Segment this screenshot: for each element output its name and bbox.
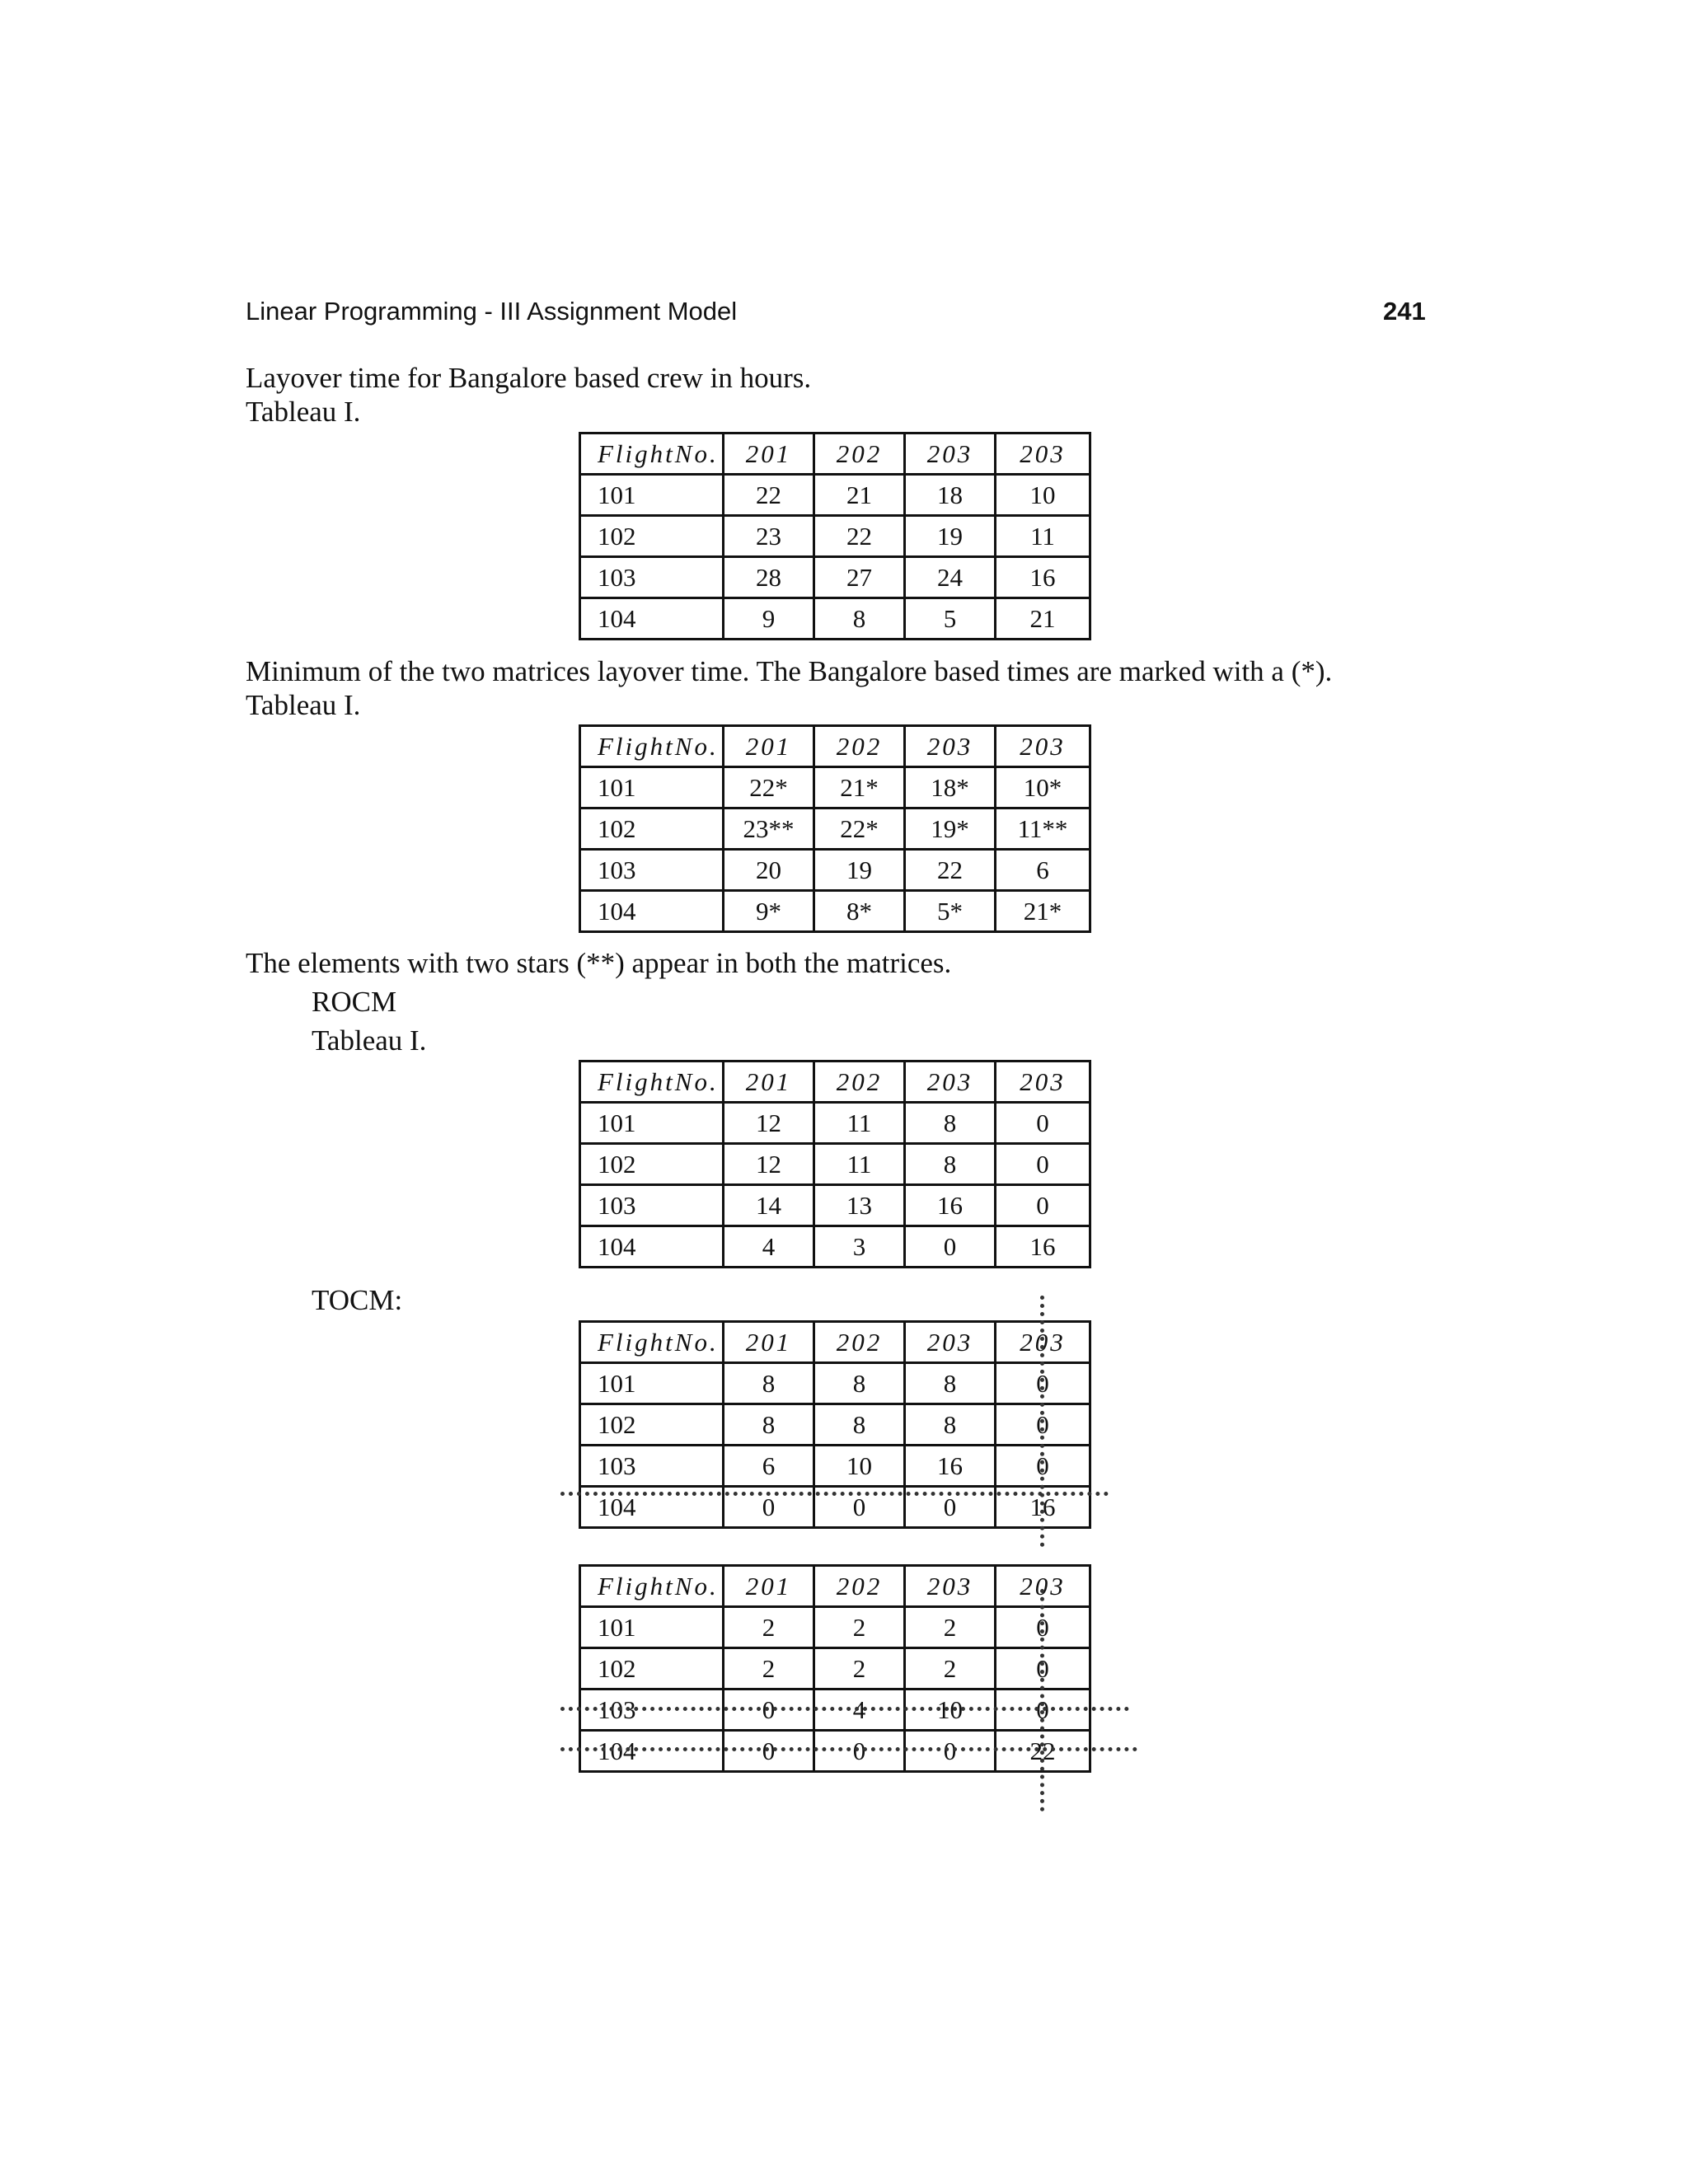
table-cell: 0 [996, 1404, 1090, 1446]
table-cell: 0 [996, 1185, 1090, 1226]
table-cell: 16 [996, 1487, 1090, 1528]
tocm-cover-line-col5 [1040, 1296, 1044, 1547]
row-label: 101 [580, 1103, 724, 1144]
column-header: FlightNo. [580, 726, 724, 767]
table-cell: 0 [905, 1487, 996, 1528]
row-label: 104 [580, 891, 724, 932]
column-header: 201 [724, 1566, 814, 1607]
column-header: 203 [996, 726, 1090, 767]
table-row [580, 891, 1090, 932]
column-header: 201 [724, 1322, 814, 1363]
table-row [580, 850, 1090, 891]
column-header: 202 [814, 1566, 905, 1607]
table-cell: 0 [996, 1363, 1090, 1404]
table-cell: 0 [905, 1731, 996, 1772]
table-cell: 0 [996, 1690, 1090, 1731]
tableau-label-3: Tableau I. [312, 1024, 427, 1057]
table-cell: 13 [814, 1185, 905, 1226]
table-cell: 22 [724, 475, 814, 516]
column-header: 202 [814, 1322, 905, 1363]
row-label: 104 [580, 1487, 724, 1528]
table-cell: 19 [905, 516, 996, 557]
column-header: 203 [905, 726, 996, 767]
table-cell: 5* [905, 891, 996, 932]
table-cell: 8 [905, 1103, 996, 1144]
table-cell: 16 [905, 1185, 996, 1226]
table-row [580, 1648, 1090, 1690]
table-cell: 16 [996, 1226, 1090, 1268]
table-cell: 23 [724, 516, 814, 557]
row-label: 101 [580, 1607, 724, 1648]
row-label: 102 [580, 808, 724, 850]
table-cell: 0 [814, 1487, 905, 1528]
table-row [580, 1144, 1090, 1185]
table-row [580, 1226, 1090, 1268]
table-cell: 16 [996, 557, 1090, 598]
table-cell: 28 [724, 557, 814, 598]
row-label: 103 [580, 1690, 724, 1731]
two-stars-note: The elements with two stars (**) appear in both the matrices. [246, 947, 952, 979]
column-header: FlightNo. [580, 1566, 724, 1607]
table-cell: 0 [724, 1487, 814, 1528]
improved-cover-line-col5 [1040, 1589, 1044, 1811]
table-header-row [580, 726, 1090, 767]
column-header: 203 [996, 434, 1090, 475]
page-number: 241 [1383, 297, 1426, 326]
table-cell: 8 [724, 1404, 814, 1446]
table-cell: 5 [905, 598, 996, 640]
column-header: FlightNo. [580, 1322, 724, 1363]
table-row [580, 1103, 1090, 1144]
table-cell: 2 [814, 1648, 905, 1690]
row-label: 104 [580, 1226, 724, 1268]
table-cell: 4 [724, 1226, 814, 1268]
row-label: 103 [580, 1185, 724, 1226]
table-cell: 22 [996, 1731, 1090, 1772]
table-row [580, 516, 1090, 557]
table-cell: 21 [814, 475, 905, 516]
column-header: 201 [724, 1062, 814, 1103]
tableau-label-2: Tableau I. [246, 689, 361, 721]
table-cell: 22* [724, 767, 814, 808]
table-row [580, 1607, 1090, 1648]
running-title: Linear Programming - III Assignment Model [246, 297, 738, 326]
table-cell: 2 [724, 1607, 814, 1648]
table-cell: 11 [814, 1103, 905, 1144]
row-label: 104 [580, 1731, 724, 1772]
column-header: 202 [814, 1062, 905, 1103]
table-cell: 0 [905, 1226, 996, 1268]
tableau-label-1: Tableau I. [246, 396, 361, 428]
column-header: 201 [724, 726, 814, 767]
row-label: 103 [580, 1446, 724, 1487]
rocm-label: ROCM [312, 986, 397, 1018]
row-label: 102 [580, 1404, 724, 1446]
tocm-cover-line-row4 [560, 1492, 1109, 1496]
row-label: 103 [580, 850, 724, 891]
improved-cover-line-row4 [560, 1747, 1137, 1751]
table-cell: 10 [996, 475, 1090, 516]
table-row [580, 557, 1090, 598]
table-row [580, 767, 1090, 808]
table-cell: 24 [905, 557, 996, 598]
table-cell: 0 [996, 1103, 1090, 1144]
column-header: 202 [814, 726, 905, 767]
column-header: 203 [905, 1566, 996, 1607]
rocm-table [579, 1060, 1091, 1268]
table-cell: 2 [905, 1648, 996, 1690]
table-cell: 11 [996, 516, 1090, 557]
table-cell: 6 [996, 850, 1090, 891]
table-cell: 20 [724, 850, 814, 891]
table-cell: 0 [996, 1446, 1090, 1487]
minimum-matrix-table [579, 724, 1091, 933]
table-cell: 22 [814, 516, 905, 557]
table-cell: 10 [905, 1690, 996, 1731]
table-cell: 21 [996, 598, 1090, 640]
column-header: 201 [724, 434, 814, 475]
row-label: 102 [580, 516, 724, 557]
table-cell: 21* [996, 891, 1090, 932]
table-cell: 0 [724, 1731, 814, 1772]
tocm-table [579, 1320, 1091, 1529]
table-row [580, 1404, 1090, 1446]
table-cell: 11** [996, 808, 1090, 850]
table-cell: 2 [905, 1607, 996, 1648]
column-header: 203 [996, 1566, 1090, 1607]
table-cell: 8 [814, 1363, 905, 1404]
table-cell: 27 [814, 557, 905, 598]
table-row [580, 1363, 1090, 1404]
column-header: 203 [905, 1322, 996, 1363]
table-cell: 18* [905, 767, 996, 808]
table-cell: 14 [724, 1185, 814, 1226]
column-header: FlightNo. [580, 434, 724, 475]
table-cell: 12 [724, 1103, 814, 1144]
row-label: 101 [580, 1363, 724, 1404]
table-cell: 0 [814, 1731, 905, 1772]
improved-cover-line-row3 [560, 1707, 1129, 1711]
table-cell: 10 [814, 1446, 905, 1487]
table-cell: 0 [996, 1648, 1090, 1690]
table-cell: 4 [814, 1690, 905, 1731]
table-cell: 8* [814, 891, 905, 932]
column-header: 203 [905, 434, 996, 475]
table-cell: 22* [814, 808, 905, 850]
table-cell: 19 [814, 850, 905, 891]
layover-table [579, 432, 1091, 640]
table-cell: 2 [724, 1648, 814, 1690]
minimum-note: Minimum of the two matrices layover time. The Bangalore based times are marked with a (*). [246, 655, 1333, 687]
table-cell: 21* [814, 767, 905, 808]
improved-table [579, 1564, 1091, 1773]
column-header: 203 [996, 1062, 1090, 1103]
table-cell: 0 [996, 1144, 1090, 1185]
table-header-row [580, 1322, 1090, 1363]
table-cell: 18 [905, 475, 996, 516]
table-header-row [580, 1566, 1090, 1607]
table-cell: 23** [724, 808, 814, 850]
table-row [580, 1185, 1090, 1226]
table-cell: 8 [905, 1404, 996, 1446]
intro-text: Layover time for Bangalore based crew in hours. [246, 362, 812, 394]
column-header: FlightNo. [580, 1062, 724, 1103]
column-header: 203 [996, 1322, 1090, 1363]
table-cell: 8 [724, 1363, 814, 1404]
table-cell: 2 [814, 1607, 905, 1648]
table-cell: 0 [724, 1690, 814, 1731]
row-label: 101 [580, 767, 724, 808]
table-cell: 10* [996, 767, 1090, 808]
table-row [580, 598, 1090, 640]
table-cell: 11 [814, 1144, 905, 1185]
table-row [580, 475, 1090, 516]
table-cell: 12 [724, 1144, 814, 1185]
row-label: 104 [580, 598, 724, 640]
table-header-row [580, 434, 1090, 475]
tocm-label: TOCM: [312, 1284, 403, 1316]
table-cell: 0 [996, 1607, 1090, 1648]
table-header-row [580, 1062, 1090, 1103]
table-cell: 8 [905, 1363, 996, 1404]
table-row [580, 1446, 1090, 1487]
table-cell: 19* [905, 808, 996, 850]
column-header: 203 [905, 1062, 996, 1103]
column-header: 202 [814, 434, 905, 475]
table-cell: 8 [905, 1144, 996, 1185]
table-cell: 6 [724, 1446, 814, 1487]
table-cell: 8 [814, 598, 905, 640]
row-label: 102 [580, 1648, 724, 1690]
table-cell: 9 [724, 598, 814, 640]
table-cell: 9* [724, 891, 814, 932]
row-label: 102 [580, 1144, 724, 1185]
table-cell: 22 [905, 850, 996, 891]
table-cell: 3 [814, 1226, 905, 1268]
table-row [580, 808, 1090, 850]
table-cell: 16 [905, 1446, 996, 1487]
row-label: 101 [580, 475, 724, 516]
row-label: 103 [580, 557, 724, 598]
table-cell: 8 [814, 1404, 905, 1446]
